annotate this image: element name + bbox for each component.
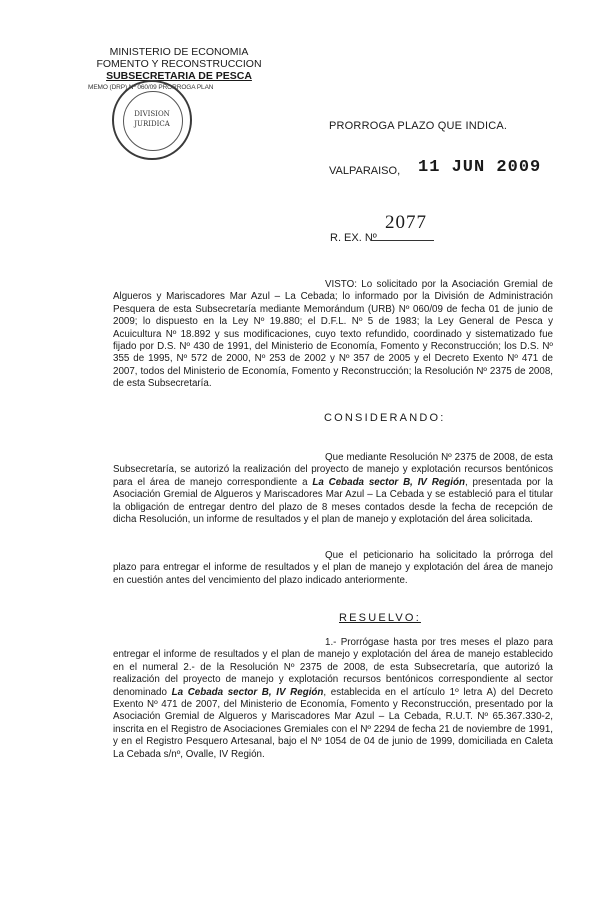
visto-paragraph bbox=[113, 279, 553, 391]
date-stamp: 11 JUN 2009 bbox=[418, 158, 542, 177]
place-label: VALPARAISO, bbox=[329, 165, 401, 177]
resuelvo-paragraph-1 bbox=[113, 637, 553, 761]
stamp-line-1: DIVISION bbox=[134, 110, 170, 118]
resuelvo-heading: RESUELVO: bbox=[339, 612, 421, 624]
considerando-p1-text-a: Que mediante Resolución Nº 2375 de 2008, de esta Subsecretaría, se autorizó la realización del proyecto de manejo y explotación recursos bentónicos para el área de manejo correspondiente a bbox=[113, 452, 553, 488]
ministry-line-1: MINISTERIO DE ECONOMIA bbox=[109, 46, 249, 58]
visto-label: VISTO: bbox=[325, 279, 357, 290]
document-subject: PRORROGA PLAZO QUE INDICA. bbox=[329, 120, 508, 132]
stamp-line-2: JURIDICA bbox=[134, 120, 170, 128]
ministry-header bbox=[84, 46, 274, 82]
resolution-number-underline bbox=[372, 240, 434, 241]
division-juridica-stamp bbox=[112, 80, 192, 160]
ministry-line-2: FOMENTO Y RECONSTRUCCION bbox=[96, 58, 262, 70]
subsecretaria-line: SUBSECRETARIA DE PESCA bbox=[106, 70, 252, 82]
visto-text: Lo solicitado por la Asociación Gremial de Algueros y Mariscadores Mar Azul – La Cebada; lo informado por la División de Administración Pesquera de esta Subsecretaría mediante Memorándum (URB) Nº 060/09 de fecha 01 de junio de 2009; lo dispuesto en la Ley Nº 19.880; el D.F.L. Nº 5 de 1983; la Ley General de Pesca y Acuicultura Nº 18.892 y sus modificaciones, cuyo texto refundido, coordinado y sistematizado fue fijado por D.S. Nº 430 de 1991, del Ministerio de Economía, Fomento y Reconstrucción; los D.S. Nº 355 de 1995, Nº 572 de 2000, Nº 253 de 2002 y Nº 357 de 2005 y el Decreto Exento Nº 471 de 2007, todos del Ministerio de Economía, Fomento y Reconstrucción; la Resolución Nº 2375 de 2008, de esta Subsecretaría. bbox=[113, 279, 553, 390]
resuelvo-p1-emphasis: La Cebada sector B, IV Región bbox=[171, 686, 324, 698]
resolution-number: 2077 bbox=[385, 212, 427, 233]
considerando-p1-emphasis: La Cebada sector B, IV Región bbox=[312, 476, 465, 488]
considerando-paragraph-1 bbox=[113, 452, 553, 526]
considerando-p1-text-b: , presentada por la Asociación Gremial de Algueros y Mariscadores Mar Azul – La Cebada y se estableció para el titular la obligación de entregar dentro del plazo de 8 meses contados desde la fecha de recepción de dicha Resolución, un informe de resultados y el plan de manejo y explotación del área solicitada. bbox=[113, 476, 553, 526]
considerando-heading: CONSIDERANDO: bbox=[324, 412, 446, 424]
considerando-p2-text: Que el peticionario ha solicitado la prórroga del plazo para entregar el informe de resultados y el plan de manejo y explotación del área de manejo en cuestión antes del vencimiento del plazo indicado anteriormente. bbox=[113, 550, 553, 586]
memo-reference: MEMO (DRP) Nº 060/09 PRORROGA PLAN bbox=[88, 84, 214, 91]
resuelvo-p1-text-b: , establecida en el artículo 1º letra A) del Decreto Exento Nº 471 de 2007, del Ministerio de Economía, Fomento y Reconstrucción, presentado por la Asociación Gremial de Algueros y Mariscadores Mar Azul – La Cebada, R.U.T. Nº 65.367.330-2, inscrita en el Registro de Asociaciones Gremiales con el Nº 2294 de fecha 21 de noviembre de 1991, y en el Registro Pesquero Artesanal, bajo el Nº 1054 de 04 de junio de 1999, domiciliada en Caleta La Cebada s/nº, Ovalle, IV Región. bbox=[113, 686, 553, 760]
considerando-paragraph-2 bbox=[113, 550, 553, 587]
resuelvo-p1-text-a: 1.- Prorrógase hasta por tres meses el plazo para entregar el informe de resultados y el plan de manejo y explotación del área de manejo establecido en el numeral 2.- de la Resolución Nº 2375 de 2008, de esta Subsecretaría, que autorizó la realización del proyecto de manejo y explotación recursos bentónicos correspondiente al sector denominado bbox=[113, 637, 553, 698]
resolution-label: R. EX. Nº bbox=[330, 232, 377, 244]
